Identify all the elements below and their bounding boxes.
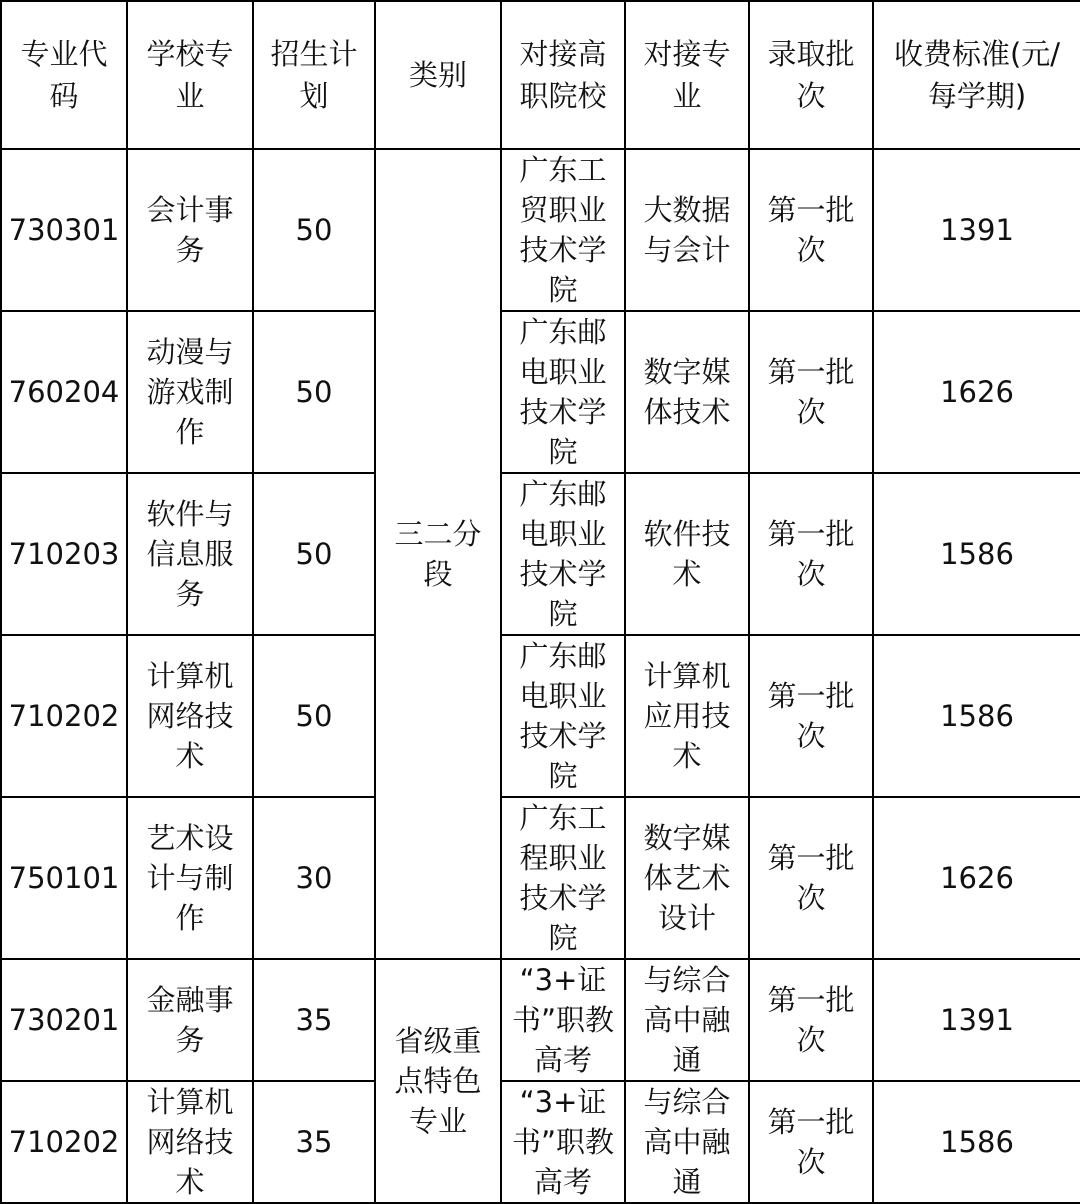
- cell-target-major: 与综合高中融通: [625, 1081, 749, 1203]
- cell-batch: 第一批次: [749, 149, 873, 311]
- table-row: [1, 1081, 1080, 1203]
- cell-fee: 1586: [873, 473, 1080, 635]
- header-code: 专业代码: [1, 1, 127, 149]
- cell-school: “3+证书”职教高考: [501, 1081, 625, 1203]
- cell-major: 金融事务: [127, 959, 253, 1081]
- cell-major: 会计事务: [127, 149, 253, 311]
- cell-batch: 第一批次: [749, 797, 873, 959]
- table-row: [1, 959, 1080, 1081]
- header-school: 对接高职院校: [501, 1, 625, 149]
- cell-category-group-1: 三二分段: [375, 149, 501, 959]
- cell-batch: 第一批次: [749, 959, 873, 1081]
- cell-plan: 50: [253, 149, 375, 311]
- cell-batch: 第一批次: [749, 1081, 873, 1203]
- cell-school: “3+证书”职教高考: [501, 959, 625, 1081]
- table-row: [1, 797, 1080, 959]
- header-row: [1, 1, 1080, 149]
- header-major: 学校专业: [127, 1, 253, 149]
- table-row: [1, 635, 1080, 797]
- cell-major: 动漫与游戏制作: [127, 311, 253, 473]
- cell-code: 760204: [1, 311, 127, 473]
- cell-plan: 35: [253, 1081, 375, 1203]
- cell-fee: 1391: [873, 959, 1080, 1081]
- cell-target-major: 数字媒体技术: [625, 311, 749, 473]
- table-row: [1, 473, 1080, 635]
- cell-plan: 50: [253, 473, 375, 635]
- cell-plan: 50: [253, 635, 375, 797]
- header-category: 类别: [375, 1, 501, 149]
- cell-plan: 30: [253, 797, 375, 959]
- cell-target-major: 计算机应用技术: [625, 635, 749, 797]
- cell-code: 730301: [1, 149, 127, 311]
- header-plan: 招生计划: [253, 1, 375, 149]
- cell-major: 艺术设计与制作: [127, 797, 253, 959]
- table-row: [1, 149, 1080, 311]
- cell-target-major: 大数据与会计: [625, 149, 749, 311]
- header-batch: 录取批次: [749, 1, 873, 149]
- cell-major: 计算机网络技术: [127, 635, 253, 797]
- cell-target-major: 软件技术: [625, 473, 749, 635]
- cell-batch: 第一批次: [749, 635, 873, 797]
- cell-school: 广东工程职业技术学院: [501, 797, 625, 959]
- cell-category-group-2: 省级重点特色专业: [375, 959, 501, 1203]
- cell-major: 软件与信息服务: [127, 473, 253, 635]
- cell-major: 计算机网络技术: [127, 1081, 253, 1203]
- header-fee: 收费标准(元/每学期): [873, 1, 1080, 149]
- cell-plan: 35: [253, 959, 375, 1081]
- cell-school: 广东邮电职业技术学院: [501, 473, 625, 635]
- table-row: [1, 311, 1080, 473]
- cell-target-major: 数字媒体艺术设计: [625, 797, 749, 959]
- cell-school: 广东工贸职业技术学院: [501, 149, 625, 311]
- cell-code: 730201: [1, 959, 127, 1081]
- cell-code: 710202: [1, 635, 127, 797]
- cell-target-major: 与综合高中融通: [625, 959, 749, 1081]
- cell-fee: 1626: [873, 797, 1080, 959]
- cell-code: 710202: [1, 1081, 127, 1203]
- cell-school: 广东邮电职业技术学院: [501, 635, 625, 797]
- cell-plan: 50: [253, 311, 375, 473]
- cell-school: 广东邮电职业技术学院: [501, 311, 625, 473]
- cell-batch: 第一批次: [749, 311, 873, 473]
- cell-code: 750101: [1, 797, 127, 959]
- cell-batch: 第一批次: [749, 473, 873, 635]
- cell-fee: 1391: [873, 149, 1080, 311]
- header-target-major: 对接专业: [625, 1, 749, 149]
- cell-fee: 1586: [873, 635, 1080, 797]
- cell-code: 710203: [1, 473, 127, 635]
- cell-fee: 1586: [873, 1081, 1080, 1203]
- cell-fee: 1626: [873, 311, 1080, 473]
